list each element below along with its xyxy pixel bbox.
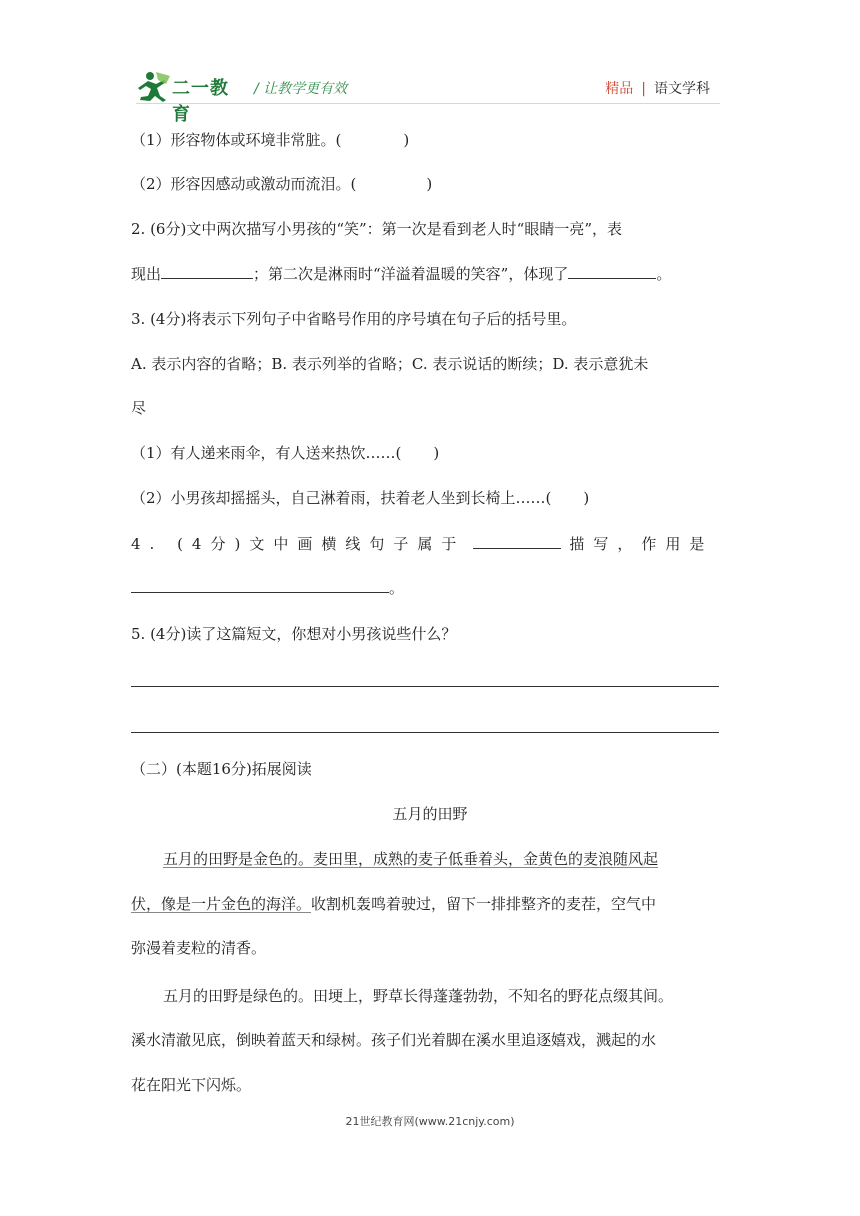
question-4-line2 [131, 578, 404, 598]
question-1-2-end: ) [426, 175, 433, 193]
runner-logo-icon [136, 70, 172, 102]
question-1-2-text: （2）形容因感动或激动而流泪。( [131, 175, 357, 193]
answer-blank[interactable] [568, 264, 656, 279]
answer-line[interactable] [131, 686, 719, 687]
slogan: / 让教学更有效 [254, 81, 348, 97]
question-2-line1: 2. (6分)文中两次描写小男孩的“笑”：第一次是看到老人时“眼睛一亮”，表 [131, 220, 623, 238]
question-1-2 [131, 174, 432, 194]
question-4-line1 [131, 534, 729, 554]
question-4-end: 。 [389, 579, 405, 597]
question-3-1-text: （1）有人递来雨伞，有人送来热饮……( [131, 444, 402, 462]
passage-p2-line1: 五月的田野是绿色的。田埂上，野草长得蓬蓬勃勃，不知名的野花点缀其间。 [163, 987, 674, 1005]
header-divider [136, 103, 720, 104]
underlined-sentence: 五月的田野是金色的。麦田里，成熟的麦子低垂着头，金黄色的麦浪随风起 [163, 850, 659, 868]
question-4-prefix: 4. (4分)文中画横线句子属于 [131, 535, 466, 553]
question-2-prefix: 现出 [131, 265, 162, 283]
underlined-sentence-end: 伏，像是一片金色的海洋。 [131, 895, 312, 913]
header-separator: | [641, 81, 646, 97]
question-5: 5. (4分)读了这篇短文，你想对小男孩说些什么？ [131, 625, 457, 643]
question-3-1 [131, 443, 439, 463]
page-footer: 21世纪教育网(www.21cnjy.com) [345, 1115, 515, 1128]
question-1-1 [131, 130, 409, 150]
answer-blank[interactable] [131, 578, 389, 593]
passage-text: 收割机轰鸣着驶过，留下一排排整齐的麦茬，空气中 [311, 895, 657, 913]
quality-label: 精品 [605, 81, 634, 97]
question-2-line2 [131, 264, 671, 284]
passage-p1-line1 [163, 849, 658, 869]
question-3-options: A. 表示内容的省略；B. 表示列举的省略；C. 表示说话的断续；D. 表示意犹未 [131, 355, 649, 373]
logo-text: 二一教育 [172, 78, 229, 125]
passage-p2-line2: 溪水清澈见底，倒映着蓝天和绿树。孩子们光着脚在溪水里追逐嬉戏，溅起的水 [131, 1031, 657, 1049]
question-1-1-end: ) [403, 131, 410, 149]
question-2-end: 。 [656, 265, 672, 283]
passage-title: 五月的田野 [392, 805, 468, 823]
passage-p1-line3: 弥漫着麦粒的清香。 [131, 939, 267, 957]
answer-blank[interactable] [473, 534, 561, 549]
question-3-options-cont: 尽 [131, 399, 147, 417]
passage-p1-line2 [131, 894, 656, 914]
logo [136, 70, 246, 125]
question-3-2-end: ) [583, 489, 590, 507]
question-3-2-text: （2）小男孩却摇摇头，自己淋着雨，扶着老人坐到长椅上……( [131, 489, 552, 507]
passage-p2-line3: 花在阳光下闪烁。 [131, 1076, 252, 1094]
header-subject [605, 78, 710, 98]
answer-line[interactable] [131, 732, 719, 733]
answer-blank[interactable] [161, 264, 253, 279]
question-2-mid: ；第二次是淋雨时“洋溢着温暖的笑容”，体现了 [253, 265, 569, 283]
question-4-mid: 描写，作用是 [569, 535, 714, 553]
question-3-2 [131, 488, 589, 508]
question-1-1-text: （1）形容物体或环境非常脏。( [131, 131, 342, 149]
question-3: 3. (4分)将表示下列句子中省略号作用的序号填在句子后的括号里。 [131, 310, 577, 328]
subject-label: 语文学科 [654, 81, 710, 97]
section-2-heading: （二）(本题16分)拓展阅读 [131, 760, 312, 778]
question-3-1-end: ) [433, 444, 440, 462]
page-header [136, 70, 726, 125]
